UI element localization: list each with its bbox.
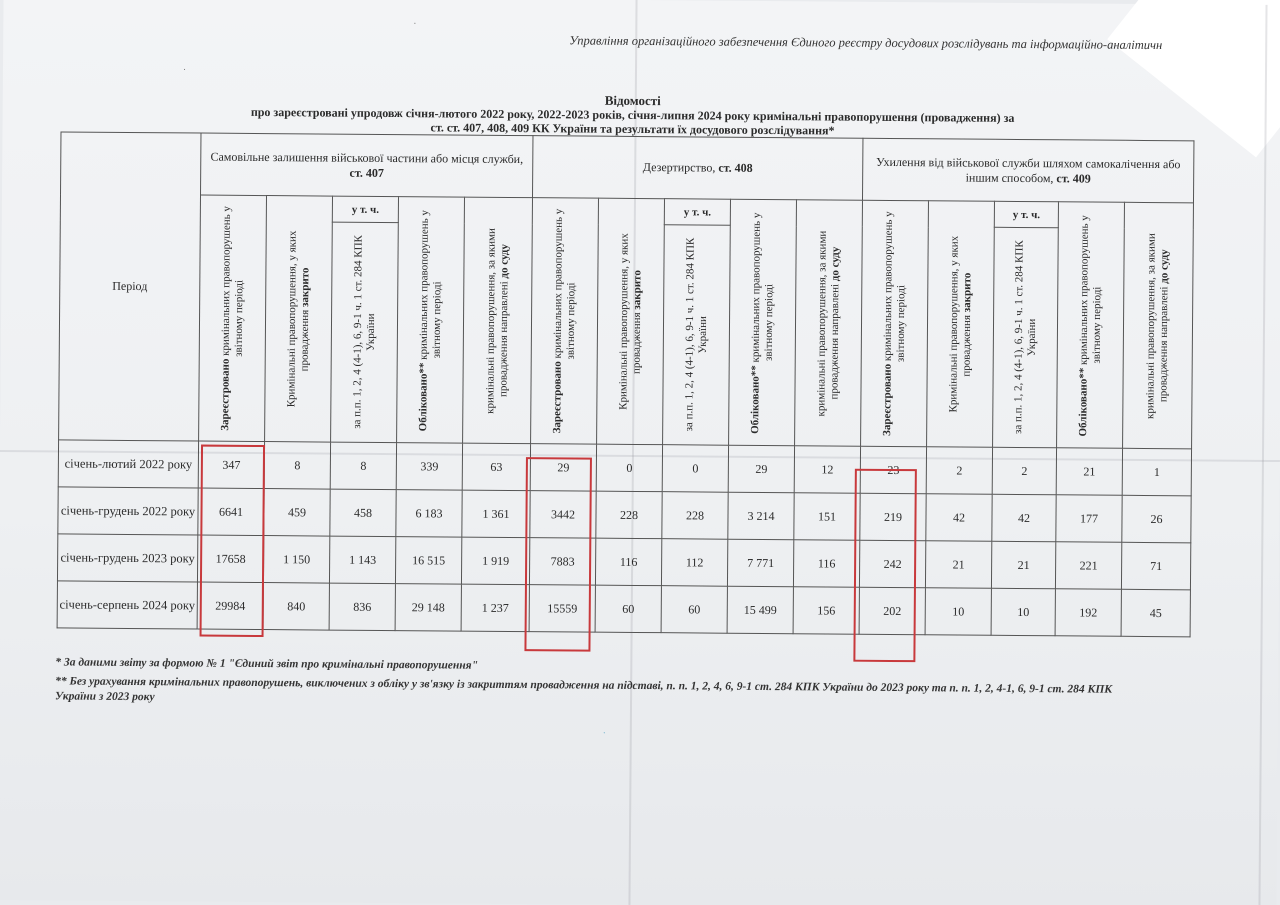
col-label: за п.п. 1, 2, 4 (4-1), 6, 9-1 ч. 1 ст. 284 КПК України — [682, 238, 709, 432]
table-cell: 219 — [860, 493, 926, 541]
col-label: кримінальні правопорушення, за якими провадження направлені — [814, 230, 841, 416]
table-cell: 458 — [330, 489, 396, 537]
table-cell: 459 — [264, 489, 330, 537]
col-label-bold: Зареєстровано — [218, 358, 232, 431]
col-court-408 — [795, 200, 863, 447]
table-cell: 339 — [396, 443, 462, 491]
table-cell: 242 — [859, 540, 925, 588]
col-label: кримінальних правопорушень у звітному періоді — [749, 211, 775, 365]
table-cell: 1 237 — [461, 584, 529, 632]
footnote-1: * За даними звіту за формою № 1 "Єдиний звіт про кримінальні правопорушення" — [55, 656, 479, 672]
col-label-bold: Зареєстровано — [550, 361, 564, 434]
table-cell: 29 148 — [395, 584, 461, 632]
col-label-bold: Обліковано** — [416, 361, 430, 431]
title-line-1: Відомості — [604, 92, 661, 109]
col-label-bold: Зареєстровано — [880, 363, 894, 436]
col-label: Кримінальні правопорушення, у яких провадження — [946, 235, 973, 413]
group-article-408: ст. 408 — [718, 160, 753, 175]
col-court-409 — [1123, 202, 1194, 449]
col-label: кримінальні правопорушення, за якими провадження направлені — [1144, 232, 1171, 419]
table-cell: 29 — [530, 444, 596, 492]
col-registered-408 — [531, 198, 599, 445]
table-cell: 116 — [793, 540, 859, 588]
row-period: січень-грудень 2022 року — [58, 487, 198, 535]
col-label: кримінальних правопорушень у звітному періоді — [881, 211, 907, 364]
table-cell: 63 — [462, 443, 530, 491]
table-cell: 15 499 — [727, 586, 793, 634]
col-label-bold: закрито — [298, 266, 311, 307]
table-cell: 7 771 — [727, 539, 793, 587]
title-line-3: ст. ст. 407, 408, 409 КК України та результати їх досудового розслідування* — [430, 120, 835, 138]
table-cell: 1 — [1122, 448, 1191, 496]
col-closed-407 — [265, 196, 333, 443]
table-cell: 42 — [992, 494, 1056, 542]
group-header-409 — [863, 138, 1194, 203]
table-cell: 10 — [925, 588, 991, 636]
table-cell: 12 — [794, 446, 860, 494]
col-label-bold: закрито — [630, 269, 643, 310]
table-cell: 156 — [793, 587, 859, 635]
table-cell: 228 — [662, 492, 728, 540]
table-cell: 71 — [1121, 542, 1190, 590]
group-article-409: ст. 409 — [1056, 170, 1091, 186]
col-articles-409 — [993, 227, 1059, 447]
col-closed-409 — [927, 201, 995, 448]
group-name-408: Дезертирство, — [642, 160, 716, 175]
group-name-407: Самовільне залишення військової частини або місця служби, — [210, 149, 524, 166]
table-cell: 1 919 — [461, 537, 529, 585]
col-label-bold: до суду — [1158, 249, 1171, 284]
col-counted-407 — [397, 197, 465, 444]
row-period: січень-лютий 2022 року — [58, 440, 198, 488]
table-cell: 2 — [992, 447, 1056, 495]
table-cell: 8 — [264, 442, 330, 490]
col-articles-407 — [331, 222, 399, 443]
footnote-2: ** Без урахування кримінальних правопорушень, виключених з обліку у зв'язку із закриттям провадження на підставі, п. п. 1, 2, 4, 6, 9-1 ст. 284 КПК України до 2023 року та п. п. 1, 2, 4-1, 6, 9-1 ст. 284 КПК України з 2023 року — [55, 675, 1113, 704]
col-registered-407 — [199, 195, 267, 442]
col-registered-409 — [861, 200, 929, 447]
agency-header: Управління організаційного забезпечення Єдиного реєстру досудових розслідувань та інформаційно-аналітичн — [569, 33, 1163, 53]
table-cell: 6641 — [198, 488, 264, 536]
table-cell: 21 — [991, 541, 1055, 589]
including-label-407: у т. ч. — [332, 196, 398, 223]
table-cell: 112 — [661, 539, 727, 587]
col-label: кримінальних правопорушень у звітному періоді — [1077, 214, 1103, 367]
col-label: за п.п. 1, 2, 4 (4-1), 6, 9-1 ч. 1 ст. 284 КПК України — [350, 235, 377, 430]
table-cell: 6 183 — [396, 490, 462, 538]
table-cell: 16 515 — [395, 537, 461, 585]
table-cell: 1 150 — [263, 536, 329, 584]
group-name-409: Ухилення від військової служби шляхом самокалічення або іншим способом, — [876, 154, 1181, 185]
col-label: Кримінальні правопорушення, у яких провадження — [284, 230, 311, 408]
row-period: січень-грудень 2023 року — [57, 534, 197, 582]
table-cell: 10 — [991, 588, 1055, 636]
table-cell: 347 — [198, 441, 264, 489]
table-cell: 42 — [926, 494, 992, 542]
col-label: кримінальні правопорушення, за якими провадження направлені — [483, 227, 510, 414]
table-cell: 21 — [1056, 448, 1122, 496]
col-counted-409 — [1057, 202, 1125, 449]
including-label-409: у т. ч. — [994, 201, 1058, 228]
table-cell: 0 — [596, 444, 662, 492]
group-header-408 — [533, 136, 863, 201]
including-label-408: у т. ч. — [664, 199, 730, 226]
scan-speck: · — [182, 64, 187, 75]
col-label: кримінальних правопорушень у звітному періоді — [551, 208, 577, 362]
period-header: Період — [59, 132, 201, 441]
table-cell: 45 — [1121, 589, 1190, 637]
row-period: січень-серпень 2024 року — [57, 581, 197, 629]
table-cell: 29984 — [197, 582, 263, 630]
table-cell: 1 361 — [462, 490, 530, 538]
table-cell: 2 — [926, 447, 992, 495]
col-label-bold: до суду — [497, 243, 511, 279]
col-label-bold: Обліковано** — [748, 364, 762, 434]
table-cell: 8 — [330, 442, 396, 490]
table-cell: 192 — [1055, 589, 1121, 637]
table-row — [57, 581, 1190, 637]
group-header-407 — [201, 133, 534, 198]
col-label: кримінальних правопорушень у звітному періоді — [219, 205, 245, 359]
col-label: за п.п. 1, 2, 4 (4-1), 6, 9-1 ч. 1 ст. 284 КПК України — [1011, 240, 1038, 435]
col-court-407 — [463, 197, 533, 444]
page-corner-crease — [1107, 0, 1280, 157]
table-cell: 29 — [728, 445, 794, 493]
table-cell: 840 — [263, 583, 329, 631]
col-closed-408 — [597, 198, 665, 445]
table-cell: 1 143 — [329, 536, 395, 584]
document-title — [202, 91, 1062, 140]
scan-speck: · — [413, 18, 417, 29]
table-cell: 151 — [794, 493, 860, 541]
table-cell: 836 — [329, 583, 395, 631]
table-cell: 17658 — [197, 535, 263, 583]
statistics-table — [57, 131, 1195, 637]
table-cell: 60 — [661, 586, 727, 634]
table-cell: 7883 — [529, 538, 595, 586]
table-cell: 21 — [925, 541, 991, 589]
table-cell: 177 — [1056, 495, 1122, 543]
table-cell: 0 — [662, 445, 728, 493]
table-cell: 202 — [859, 587, 925, 635]
col-articles-408 — [663, 225, 731, 446]
table-cell: 23 — [860, 446, 926, 494]
table-cell: 3442 — [530, 491, 596, 539]
footnotes — [55, 655, 1155, 713]
col-label-bold: закрито — [960, 272, 973, 312]
title-line-2: про зареєстровані упродовж січня-лютого 2022 року, 2022-2023 років, січня-липня 2024 року кримінальні правопорушення (провадження) за — [250, 104, 1015, 125]
table-cell: 15559 — [529, 585, 595, 633]
col-label: Кримінальні правопорушення, у яких провадження — [616, 232, 643, 410]
col-counted-408 — [729, 199, 797, 446]
table-cell: 221 — [1055, 542, 1121, 590]
table-cell: 116 — [595, 538, 661, 586]
col-label-bold: Обліковано** — [1076, 366, 1090, 436]
scan-speck: · — [602, 727, 606, 738]
table-cell: 3 214 — [728, 492, 794, 540]
group-article-407: ст. 407 — [349, 165, 384, 180]
col-label: кримінальних правопорушень у звітному періоді — [417, 209, 443, 362]
table-cell: 228 — [596, 491, 662, 539]
table-cell: 60 — [595, 585, 661, 633]
col-label-bold: до суду — [828, 246, 842, 282]
table-cell: 26 — [1122, 495, 1191, 543]
